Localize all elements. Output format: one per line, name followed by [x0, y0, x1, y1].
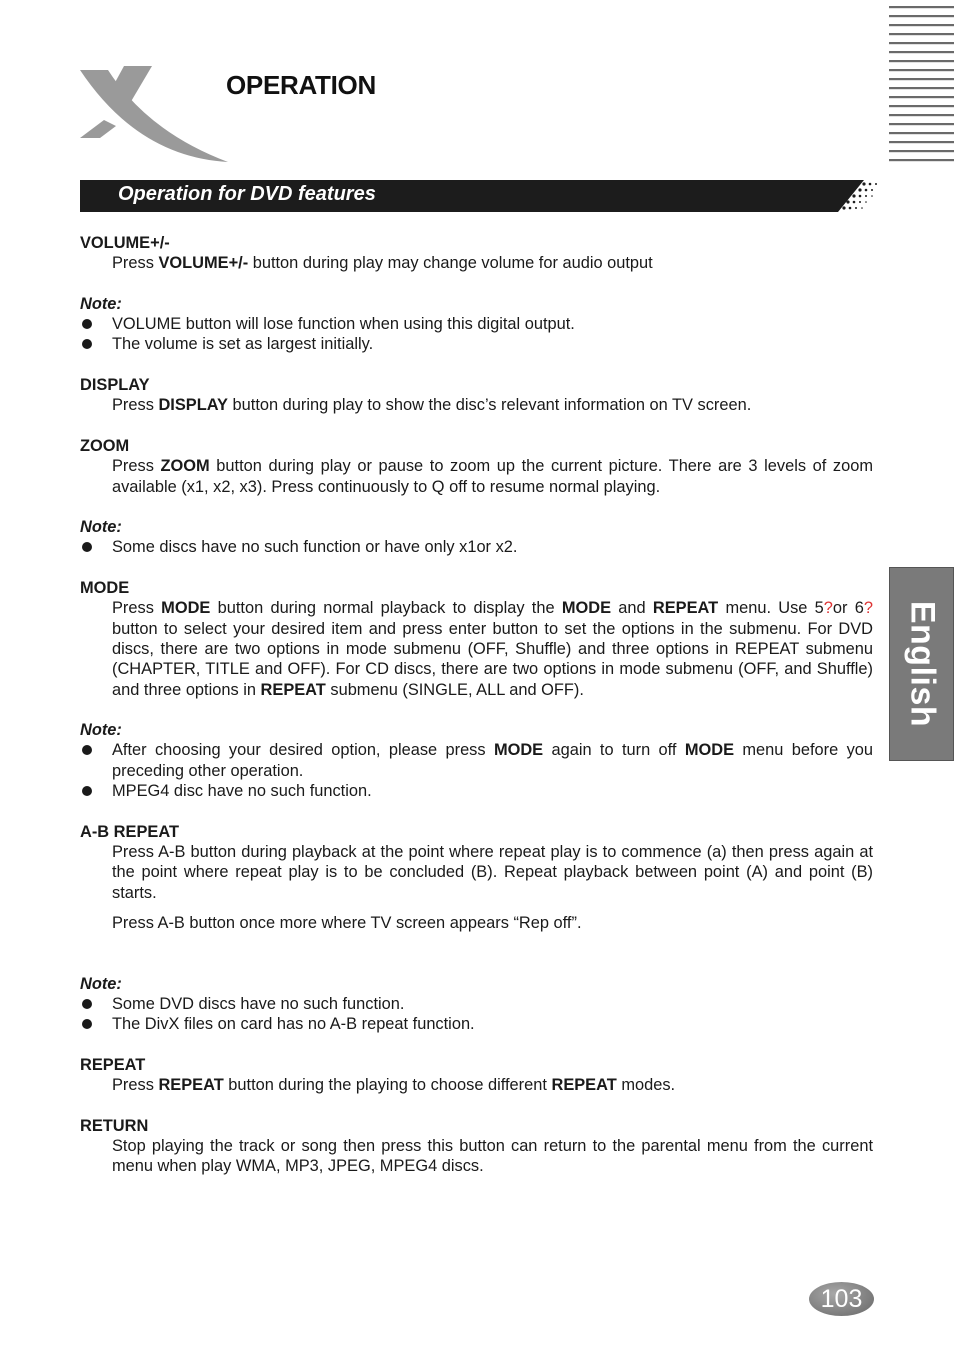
language-tab — [889, 567, 954, 761]
repeat-text: Press REPEAT button during the playing to choose different REPEAT modes. — [112, 1076, 676, 1095]
list-item: The DivX files on card has no A-B repeat function. — [80, 1014, 873, 1034]
list-item: VOLUME button will lose function when using this digital output. — [80, 314, 873, 334]
volume-text: Press VOLUME+/- button during play may change volume for audio output — [112, 254, 653, 273]
display-text: Press DISPLAY button during play to show the disc’s relevant information on TV screen. — [112, 396, 752, 415]
ab-repeat-text-2: Press A-B button once more where TV screen appears “Rep off”. — [112, 913, 582, 932]
note-list — [80, 537, 873, 557]
list-item: After choosing your desired option, please press MODE again to turn off MODE menu before you preceding other operation. — [80, 740, 873, 781]
note-zoom — [80, 517, 873, 558]
section-title-bar — [80, 180, 878, 212]
down-arrow-glyph-icon: ? — [863, 599, 873, 618]
ab-repeat-section — [80, 822, 873, 954]
repeat-heading: REPEAT — [80, 1055, 146, 1074]
volume-section — [80, 233, 873, 274]
note-list — [80, 314, 873, 355]
note-mode — [80, 720, 873, 801]
zoom-section — [80, 436, 873, 497]
ab-repeat-text: Press A-B button during playback at the point where repeat play is to commence (a) then press again at the point where repeat play is to be concluded (B). Repeat playback between point (A) and point (B) starts. — [112, 842, 873, 902]
section-title: Operation for DVD features — [118, 183, 376, 205]
note-label: Note: — [80, 518, 122, 537]
note-ab-repeat — [80, 974, 873, 1035]
note-list — [80, 994, 873, 1035]
halftone-dots-decoration — [834, 180, 878, 212]
display-heading: DISPLAY — [80, 376, 150, 395]
brand-x-logo — [78, 62, 228, 162]
mode-heading: MODE — [80, 579, 130, 598]
return-text: Stop playing the track or song then press this button can return to the parental menu from the current menu when play WMA, MP3, JPEG, MPEG4 discs. — [112, 1137, 873, 1176]
return-section — [80, 1116, 873, 1177]
manual-content — [80, 233, 873, 1177]
mode-section — [80, 578, 873, 700]
ab-repeat-heading: A-B REPEAT — [80, 822, 179, 841]
note-label: Note: — [80, 721, 122, 740]
zoom-text: Press ZOOM button during play or pause to zoom up the current picture. There are 3 levels of zoom available (x1, x2, x3). Press continuously to Q off to resume normal playing. — [112, 457, 874, 496]
page-number-badge: 103 — [809, 1282, 874, 1316]
volume-heading: VOLUME+/- — [80, 234, 170, 252]
list-item: Some DVD discs have no such function. — [80, 994, 873, 1014]
repeat-section — [80, 1055, 873, 1096]
language-tab-label: English — [903, 600, 941, 728]
return-heading: RETURN — [80, 1116, 149, 1135]
note-label: Note: — [80, 974, 122, 993]
list-item: Some discs have no such function or have only x1or x2. — [80, 537, 873, 557]
decorative-stripes — [889, 6, 954, 166]
page-title: OPERATION — [226, 70, 376, 100]
list-item: The volume is set as largest initially. — [80, 334, 873, 354]
display-section — [80, 375, 873, 416]
note-label: Note: — [80, 294, 122, 313]
list-item: MPEG4 disc have no such function. — [80, 781, 873, 801]
mode-text: Press MODE button during normal playback to display the MODE and REPEAT menu. Use 5?or 6?button to select your desired item and press enter button to set the options in the submenu. For DVD discs, there are two options in mode submenu (OFF, Shuffle) and three options in REPEAT submenu (CHAPTER, TITLE and OFF). For CD discs, there are two options in mode submenu (OFF, and Shuffle) and three options in REPEAT submenu (SINGLE, ALL and OFF). — [112, 599, 873, 699]
note-list — [80, 740, 873, 801]
up-arrow-glyph-icon: ? — [823, 599, 833, 618]
note-volume — [80, 294, 873, 355]
zoom-heading: ZOOM — [80, 436, 130, 455]
